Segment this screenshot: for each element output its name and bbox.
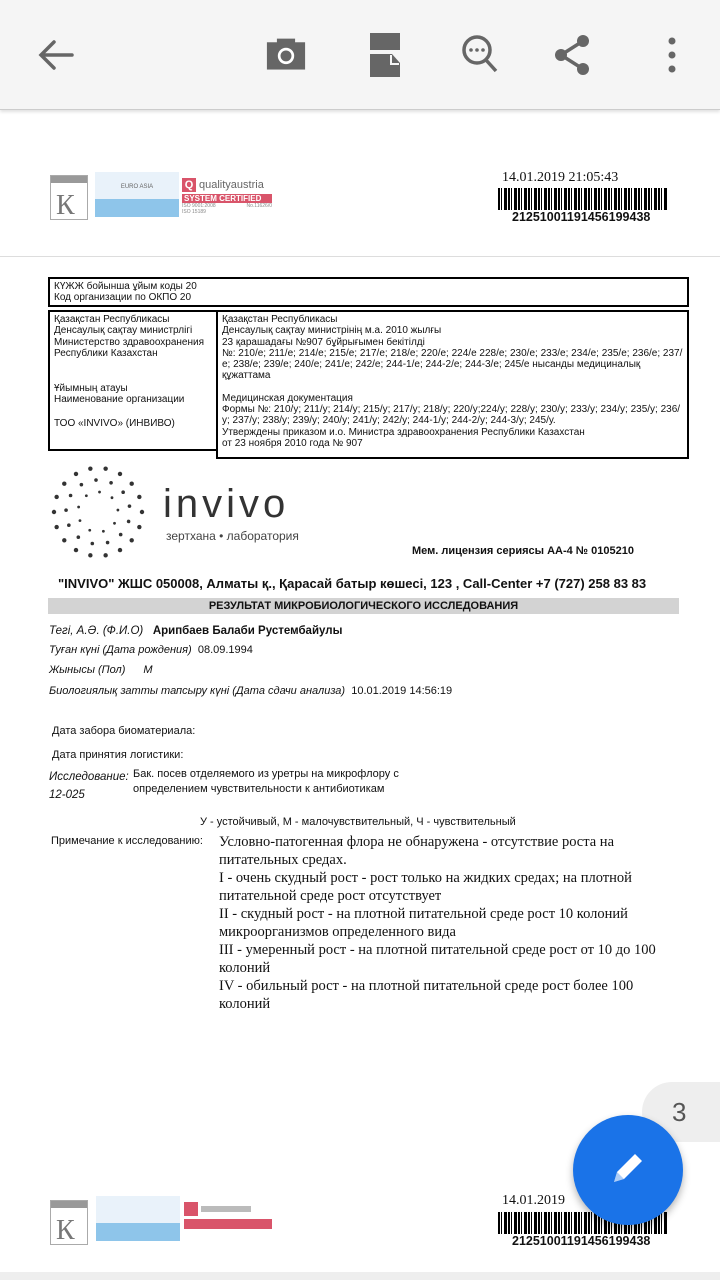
org-code-ru: Код организации по ОКПО 20 bbox=[54, 292, 192, 304]
logo-dot bbox=[137, 495, 141, 499]
logo-dot bbox=[102, 530, 105, 533]
logo-dot bbox=[127, 520, 131, 524]
brand-tagline: зертхана • лаборатория bbox=[166, 529, 299, 543]
study-label: Исследование: bbox=[49, 771, 129, 783]
address: "INVIVO" ЖШС 050008, Алматы қ., Қарасай батыр көшесі, 123 , Call-Center +7 (727) 258 83 83 bbox=[58, 576, 647, 591]
pencil-icon bbox=[606, 1146, 650, 1195]
study-label-block bbox=[49, 768, 129, 804]
logo-dot bbox=[88, 529, 91, 532]
more-vert-icon[interactable] bbox=[652, 35, 692, 75]
logo-dot bbox=[79, 519, 82, 522]
logo-dot bbox=[77, 506, 80, 509]
logo-dot bbox=[111, 496, 114, 499]
doc-approval-ru: Утверждены приказом и.о. Министра здравоохранения Республики Казахстан bbox=[222, 426, 585, 438]
note-label: Примечание к исследованию: bbox=[51, 835, 203, 847]
doc-forms-ru: Формы №: 210/у; 211/у; 214/у; 215/у; 217/у; 218/у; 220/у;224/у; 228/у; 230/у; 233/у; 234/у; 235/у; 236/у; 237/у; 238/у; 239/у; 240/у; 241/у; 242/у; 244-1/у; 244-2/у; 244-3/у; 245/у. bbox=[222, 404, 681, 427]
submit-row bbox=[49, 685, 452, 697]
footer-timestamp: 14.01.2019 bbox=[502, 1193, 565, 1208]
logo-dot bbox=[85, 494, 88, 497]
logo-dot bbox=[62, 482, 66, 486]
logo-dot bbox=[74, 548, 78, 552]
note-text bbox=[219, 833, 681, 1013]
sex-row bbox=[49, 664, 153, 676]
euro-asia-logo bbox=[95, 172, 179, 217]
camera-icon[interactable] bbox=[266, 35, 306, 75]
note-line: Условно-патогенная флора не обнаружена - отсутствие роста на питательных средах. bbox=[219, 834, 615, 868]
logo-dot bbox=[69, 494, 73, 498]
org-code-kz: КҮЖЖ бойынша ұйым коды 20 bbox=[54, 281, 197, 292]
logo-dot bbox=[77, 535, 81, 539]
logo-dot bbox=[140, 510, 144, 514]
logo-dot bbox=[118, 548, 122, 552]
logo-dot bbox=[98, 491, 101, 494]
org-name-label-kz: Ұйымның атауы bbox=[54, 383, 128, 395]
logo-dot bbox=[90, 542, 94, 546]
brand-name: invivo bbox=[163, 482, 290, 526]
kz-cert-logo bbox=[50, 175, 88, 220]
quality-austria-logo-footer bbox=[184, 1202, 272, 1229]
ministry-ru: Министерство здравоохранения bbox=[54, 336, 204, 348]
page-number: 3 bbox=[672, 1096, 687, 1127]
page-gap bbox=[0, 1272, 720, 1280]
logo-dot bbox=[137, 525, 141, 529]
kz-cert-logo-footer bbox=[50, 1200, 88, 1245]
doc-title-ru: Медицинская документация bbox=[222, 392, 353, 404]
footer-barcode-number: 21251001191456199438 bbox=[512, 1234, 651, 1248]
study-code: 12-025 bbox=[49, 789, 85, 801]
logo-dot bbox=[118, 472, 122, 476]
patient-name-row bbox=[49, 625, 342, 637]
iso-text-2: ISO 15189 bbox=[182, 209, 206, 215]
logo-dot bbox=[64, 508, 68, 512]
ministry-kz: Денсаулық сақтау министрлігі bbox=[54, 325, 193, 337]
org-right-box bbox=[216, 310, 689, 459]
collection-date-label: Дата забора биоматериала: bbox=[52, 725, 196, 737]
logo-dot bbox=[88, 466, 92, 470]
iso-text: ISO 9001:2008 bbox=[182, 203, 216, 209]
result-title: РЕЗУЛЬТАТ МИКРОБИОЛОГИЧЕСКОГО ИССЛЕДОВАНИЯ bbox=[48, 598, 679, 614]
doc-forms-kz: №: 210/е; 211/е; 214/е; 215/е; 217/е; 218/е; 220/е; 224/е 228/е; 230/е; 233/е; 234/е; 235/е; 236/е; 237/е; 238/е; 239/е; 240/е; 241/е; 242/е; 244-1/е; 244-2/е; 244-3/е; 245/е нысанды медициналық құжаттама bbox=[222, 347, 683, 382]
logo-dot bbox=[54, 525, 58, 529]
dob-label: Туған күні (Дата рождения) bbox=[49, 644, 192, 656]
submit-label: Биологиялық затты тапсыру күні (Дата сдачи анализа) bbox=[49, 685, 346, 697]
cert-number: No.11626/0 bbox=[246, 203, 272, 209]
doc-approval-line: Денсаулық сақтау министрінің м.а. 2010 жылғы bbox=[222, 325, 442, 337]
note-line: IV - обильный рост - на плотной питательной среде рост более 100 колоний bbox=[219, 978, 634, 1012]
name-label: Тегі, А.Ә. (Ф.И.О) bbox=[49, 625, 144, 637]
study-text: Бак. посев отделяемого из уретры на микрофлору с определением чувствительности к антибиотикам bbox=[133, 768, 399, 795]
share-icon[interactable] bbox=[553, 35, 593, 75]
barcode bbox=[498, 188, 668, 210]
logo-dot bbox=[113, 522, 116, 525]
logo-dot bbox=[130, 482, 134, 486]
logo-dot bbox=[103, 553, 107, 557]
logo-dot bbox=[103, 466, 107, 470]
sensitivity-legend: У - устойчивый, М - малочувствительный, Ч - чувствительный bbox=[200, 816, 516, 828]
logo-dot bbox=[54, 495, 58, 499]
dob: 08.09.1994 bbox=[197, 644, 253, 656]
logo-dot bbox=[106, 541, 110, 545]
page-layout-icon[interactable] bbox=[365, 35, 405, 75]
edit-fab-button[interactable] bbox=[573, 1115, 683, 1225]
logo-dot bbox=[67, 523, 71, 527]
logo-dot bbox=[130, 538, 134, 542]
print-timestamp: 14.01.2019 21:05:43 bbox=[502, 170, 619, 185]
license: Мем. лицензия сериясы АА-4 № 0105210 bbox=[412, 545, 634, 557]
certified-text: SYSTEM CERTIFIED bbox=[182, 194, 272, 203]
doc-approval-line: Қазақстан Республикасы bbox=[222, 314, 338, 325]
quality-text: qualityaustria bbox=[199, 179, 264, 191]
euro-asia-text: EURO ASIA bbox=[120, 184, 154, 190]
sex-label: Жынысы (Пол) bbox=[49, 664, 126, 676]
logo-dot bbox=[109, 481, 113, 485]
logo-dot bbox=[74, 472, 78, 476]
barcode-number: 21251001191456199438 bbox=[512, 210, 651, 224]
note-line: I - очень скудный рост - рост только на жидких средах; на плотной питательной среде рост отсутствует bbox=[219, 870, 632, 904]
logo-dot bbox=[62, 538, 66, 542]
org-name-label-ru: Наименование организации bbox=[54, 394, 185, 406]
svg-text:К: К bbox=[56, 190, 75, 219]
toolbar bbox=[0, 0, 720, 110]
submit-date: 10.01.2019 14:56:19 bbox=[351, 685, 453, 697]
logistics-date-label: Дата принятия логистики: bbox=[52, 749, 184, 761]
dob-row bbox=[49, 644, 253, 656]
doc-approval-line: 23 қарашадағы №907 бұйрығымен бекітілді bbox=[222, 336, 425, 348]
country-ru: Республики Казахстан bbox=[54, 347, 158, 359]
note-line: III - умеренный рост - на плотной питательной среде рост от 10 до 100 колоний bbox=[219, 942, 656, 976]
logo-dot bbox=[121, 490, 125, 494]
note-line: II - скудный рост - на плотной питательной среде рост 10 колоний микроорганизмов определенного вида bbox=[219, 906, 628, 940]
search-icon[interactable] bbox=[460, 35, 500, 75]
patient-name: Арипбаев Балаби Рустембайулы bbox=[152, 625, 343, 637]
logo-dot bbox=[119, 533, 123, 537]
logo-dot bbox=[128, 504, 132, 508]
back-arrow-icon[interactable] bbox=[36, 35, 76, 75]
logo-dot bbox=[117, 509, 120, 512]
divider bbox=[0, 256, 720, 257]
logo-dot bbox=[52, 510, 56, 514]
org-code-box bbox=[48, 277, 689, 307]
logo-dot bbox=[80, 483, 84, 487]
org-name: ТОО «INVIVO» (ИНВИВО) bbox=[54, 417, 175, 429]
euro-asia-logo-footer bbox=[96, 1196, 180, 1241]
doc-approval-date: от 23 ноября 2010 года № 907 bbox=[222, 437, 363, 449]
country-kz: Қазақстан Республикасы bbox=[54, 314, 170, 325]
svg-text:К: К bbox=[56, 1215, 75, 1244]
org-left-box bbox=[48, 310, 217, 451]
invivo-dots-logo bbox=[48, 462, 148, 562]
logo-dot bbox=[94, 478, 98, 482]
logo-dot bbox=[88, 553, 92, 557]
sex: М bbox=[143, 664, 153, 676]
quality-austria-logo: Q qualityaustria SYSTEM CERTIFIED ISO 9001:2008 No.11626/0 ISO 15189 bbox=[182, 179, 272, 215]
